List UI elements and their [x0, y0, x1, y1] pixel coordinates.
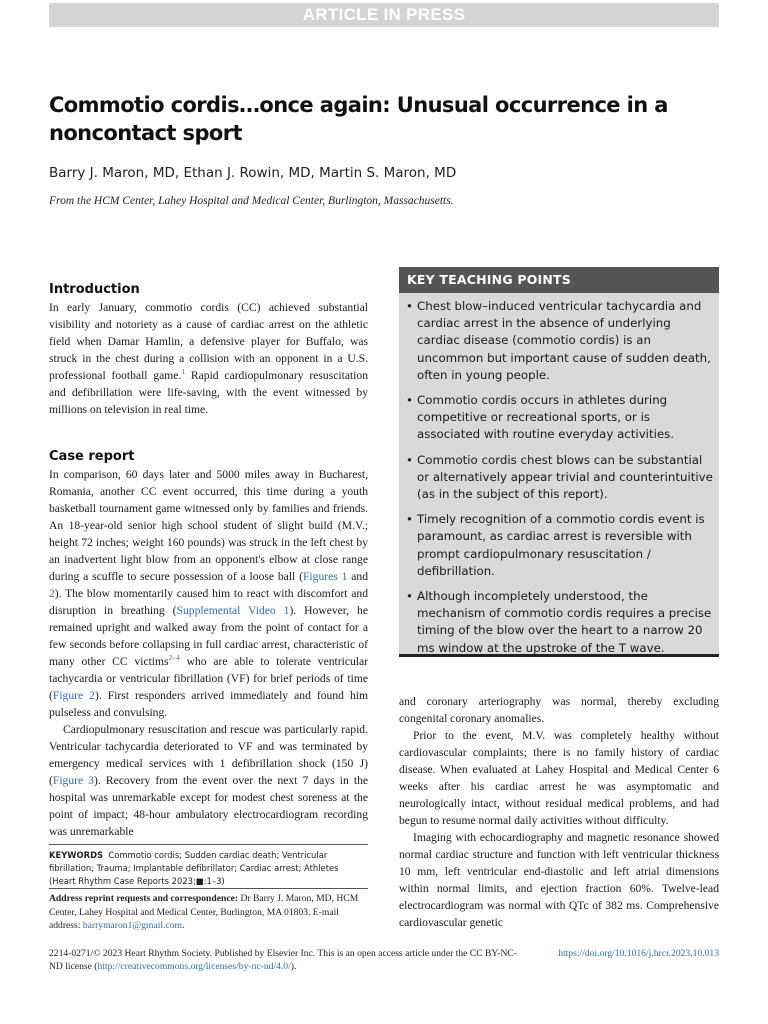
- bullet-icon: •: [406, 512, 413, 527]
- license-link[interactable]: http://creativecommons.org/licenses/by-nc-nd/4.0/: [97, 961, 291, 972]
- reference-link[interactable]: 1: [181, 367, 186, 377]
- figure-2-link[interactable]: 2: [49, 587, 55, 600]
- affiliation: From the HCM Center, Lahey Hospital and Medical Center, Burlington, Massachusetts.: [49, 195, 454, 207]
- bullet-icon: •: [406, 452, 413, 467]
- right-column: [399, 693, 719, 931]
- key-point-item: • Timely recognition of a commotio cordis event is paramount, as cardiac arrest is reversible with prompt cardiopulmonary resuscitation / defibrillation.: [406, 512, 705, 578]
- body-paragraph: Imaging with echocardiography and magnetic resonance showed normal cardiac structure and function with left ventricular thickness 10 mm, left ventricular end-diastolic and left atrial dimensions within normal limits, and ejection fraction 60%. Twelve-lead electrocardiogram was normal with QTc of 382 ms. Comprehensive cardiovascular genetic: [399, 831, 719, 929]
- supplemental-video-link[interactable]: Supplemental Video 1: [176, 604, 290, 617]
- article-title: Commotio cordis…once again: Unusual occurrence in a noncontact sport: [49, 93, 668, 145]
- case-report-paragraph: Cardiopulmonary resuscitation and rescue was particularly rapid. Ventricular tachycardia deteriorated to VF and was terminated by emergency medical services with 1 defibrillation shock (150 J) (Figure 3). Recovery from the event over the next 7 days in the hospital was unremarkable except for modest chest soreness at the point of impact; 48-hour ambulatory electrocardiogram recording was unremarkable: [49, 723, 369, 838]
- left-column: [49, 281, 368, 840]
- keywords-label: KEYWORDS: [49, 850, 104, 860]
- case-report-paragraph: In comparison, 60 days later and 5000 miles away in Bucharest, Romania, another CC event occurred, this time during a youth basketball tournament game witnessed only by families and friends. An 18-year-old senior high school student of slight build (M.V.; height 72 inches; weight 160 pounds) was struck in the left chest by an inadvertent light blow from an opponent's elbow at close range during a scuffle to secure possession of a loose ball (Figures 1 and 2). The blow momentarily caused him to react with discomfort and disruption in breathing (Supplemental Video 1). However, he remained upright and walked away from the point of contact for a few seconds before collapsing in full cardiac arrest, characteristic of many other CC victims$^{2-4}$ who are able to tolerate ventricular tachycardia or ventricular fibrillation (VF) for brief periods of time (Figure 2). First responders arrived immediately and found him pulseless and convulsing.: [49, 468, 369, 719]
- case-report-heading: Case report: [49, 449, 135, 464]
- journal-citation: (Heart Rhythm Case Reports 2023;■:1–3): [49, 876, 225, 886]
- email-link[interactable]: barrymaron1@gmail.com: [82, 920, 182, 931]
- bullet-icon: •: [406, 589, 413, 604]
- keywords-text: Commotio cordis; Sudden cardiac death; Ventricular fibrillation; Trauma; Implantable defibrillator; Cardiac arrest; Athletes: [49, 850, 339, 873]
- figure-2-link[interactable]: Figure 2: [52, 689, 95, 702]
- key-point-item: • Commotio cordis chest blows can be substantial or alternatively appear trivial and counterintuitive (as in the subject of this report).: [406, 452, 713, 502]
- reference-link[interactable]: 2–4: [168, 653, 180, 663]
- key-point-item: • Although incompletely understood, the mechanism of commotio cordis requires a precise timing of the blow over the heart to a narrow 20 ms window at the upstroke of the T wave.: [406, 589, 712, 655]
- introduction-paragraph: In early January, commotio cordis (CC) achieved substantial visibility and notoriety as a cause of cardiac arrest on the athletic field when Damar Hamlin, a defensive player for Buffalo, was struck in the chest during a collision with an opponent in a U.S. professional football game.$^1$ Rapid cardiopulmonary resuscitation and defibrillation were life-saving, with the event witnessed by millions on television in real time.: [49, 301, 368, 416]
- figure-3-link[interactable]: Figure 3: [52, 774, 95, 787]
- key-point-item: • Chest blow–induced ventricular tachycardia and cardiac arrest in the absence of underlying cardiac disease (commotio cordis) is an uncommon but important cause of sudden death, often in young people.: [406, 299, 711, 382]
- key-teaching-points-box: [399, 267, 719, 657]
- bullet-icon: •: [406, 299, 413, 313]
- key-teaching-points-heading: KEY TEACHING POINTS: [399, 267, 719, 293]
- body-paragraph: and coronary arteriography was normal, thereby excluding congenital coronary anomalies.: [399, 695, 719, 725]
- copyright-notice: 2214-0271/© 2023 Heart Rhythm Society. Published by Elsevier Inc. This is an open access article under the CC BY-NC-ND license (http://creativecommons.org/licenses/by-nc-nd/4.0/).: [49, 948, 517, 972]
- bullet-icon: •: [406, 393, 413, 408]
- introduction-heading: Introduction: [49, 282, 140, 297]
- doi-link[interactable]: https://doi.org/10.1016/j.hrcr.2023.10.013: [558, 948, 719, 959]
- keywords-block: [49, 844, 368, 888]
- correspondence-block: Address reprint requests and correspondence: Dr Barry J. Maron, MD, HCM Center, Lahey Hospital and Medical Center, Burlington, MA 01803. E-mail address: barrymaron1@gmail.com.: [49, 888, 368, 933]
- key-point-item: • Commotio cordis occurs in athletes during competitive or recreational sports, or is associated with routine everyday activities.: [406, 393, 675, 442]
- correspondence-label: Address reprint requests and correspondence:: [49, 893, 239, 904]
- body-paragraph: Prior to the event, M.V. was completely healthy without cardiovascular complaints; there is no family history of cardiac disease. When evaluated at Lahey Hospital and Medical Center 6 weeks after his cardiac arrest he was asymptomatic and neurologically intact, without residual medical problems, and had begun to resume normal daily activities without difficulty.: [399, 729, 719, 827]
- author-list: Barry J. Maron, MD, Ethan J. Rowin, MD, Martin S. Maron, MD: [49, 165, 457, 181]
- key-points-list: [399, 293, 719, 657]
- article-in-press-banner: ARTICLE IN PRESS: [49, 3, 719, 27]
- figure-1-link[interactable]: Figures 1: [302, 570, 348, 583]
